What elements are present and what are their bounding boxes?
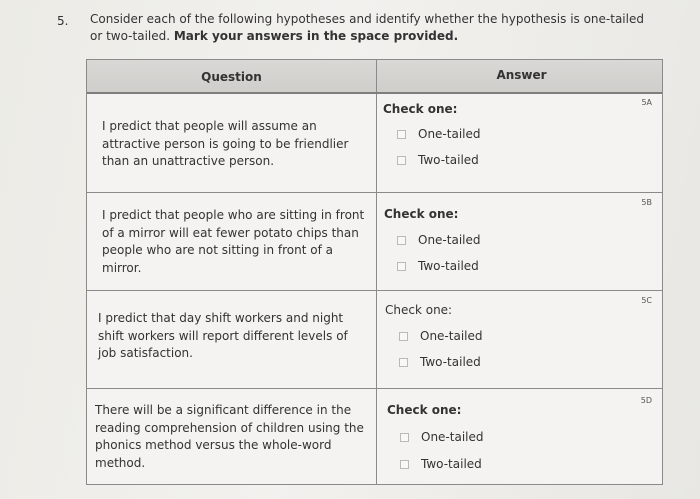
option-label: Two-tailed — [420, 355, 481, 369]
option-two-tailed[interactable] — [399, 355, 481, 369]
question-cell — [87, 389, 377, 484]
hypothesis-text: There will be a significant difference in the reading comprehension of children using the phonics method versus the whole-word method. — [95, 403, 364, 470]
checkbox-icon[interactable] — [399, 358, 408, 367]
hypothesis-text: I predict that people who are sitting in front of a mirror will eat fewer potato chips than people who are not sitting in front of a mirror. — [102, 208, 365, 275]
option-label: One-tailed — [421, 430, 484, 444]
header-answer: Answer — [496, 68, 547, 82]
header-question: Question — [87, 60, 377, 92]
question-cell — [87, 193, 377, 290]
answer-cell — [377, 389, 662, 484]
checkbox-icon[interactable] — [397, 130, 406, 139]
answer-cell — [377, 291, 662, 388]
checkbox-icon[interactable] — [399, 332, 408, 341]
checkbox-icon[interactable] — [397, 236, 406, 245]
row-label: 5D — [640, 396, 652, 405]
hypothesis-text: I predict that people will assume an attractive person is going to be friendlier than an unattractive person. — [102, 119, 349, 168]
question-cell — [87, 291, 377, 388]
check-one-label: Check one: — [387, 403, 462, 417]
option-one-tailed[interactable] — [400, 430, 484, 444]
option-one-tailed[interactable] — [399, 329, 483, 343]
option-label: Two-tailed — [421, 457, 482, 471]
row-label: 5C — [641, 296, 652, 305]
option-label: One-tailed — [420, 329, 483, 343]
checkbox-icon[interactable] — [397, 262, 406, 271]
check-one-label: Check one: — [384, 207, 459, 221]
check-one-label: Check one: — [383, 102, 458, 116]
option-one-tailed[interactable] — [397, 127, 481, 141]
table-row-5a — [87, 94, 662, 193]
hypothesis-table — [86, 59, 663, 485]
option-label: One-tailed — [418, 127, 481, 141]
option-two-tailed[interactable] — [397, 259, 479, 273]
checkbox-icon[interactable] — [400, 433, 409, 442]
table-header — [87, 60, 662, 94]
option-two-tailed[interactable] — [397, 153, 479, 167]
option-two-tailed[interactable] — [400, 457, 482, 471]
table-row-5b — [87, 193, 662, 291]
row-label: 5B — [641, 198, 652, 207]
checkbox-icon[interactable] — [397, 156, 406, 165]
option-label: Two-tailed — [418, 259, 479, 273]
table-row-5c — [87, 291, 662, 389]
option-label: One-tailed — [418, 233, 481, 247]
option-one-tailed[interactable] — [397, 233, 481, 247]
question-cell — [87, 94, 377, 192]
answer-cell — [377, 193, 662, 290]
question-prompt — [90, 11, 660, 45]
row-label: 5A — [641, 98, 652, 107]
table-row-5d — [87, 389, 662, 484]
prompt-text: Consider each of the following hypotheses and identify whether the hypothesis is one-tailed or two-tailed. — [90, 12, 644, 43]
option-label: Two-tailed — [418, 153, 479, 167]
prompt-instruction: Mark your answers in the space provided. — [173, 29, 459, 43]
hypothesis-text: I predict that day shift workers and night shift workers will report different levels of job satisfaction. — [98, 311, 348, 360]
checkbox-icon[interactable] — [400, 460, 409, 469]
check-one-label: Check one: — [385, 303, 453, 317]
answer-cell — [377, 94, 662, 192]
question-number: 5. — [57, 14, 69, 28]
